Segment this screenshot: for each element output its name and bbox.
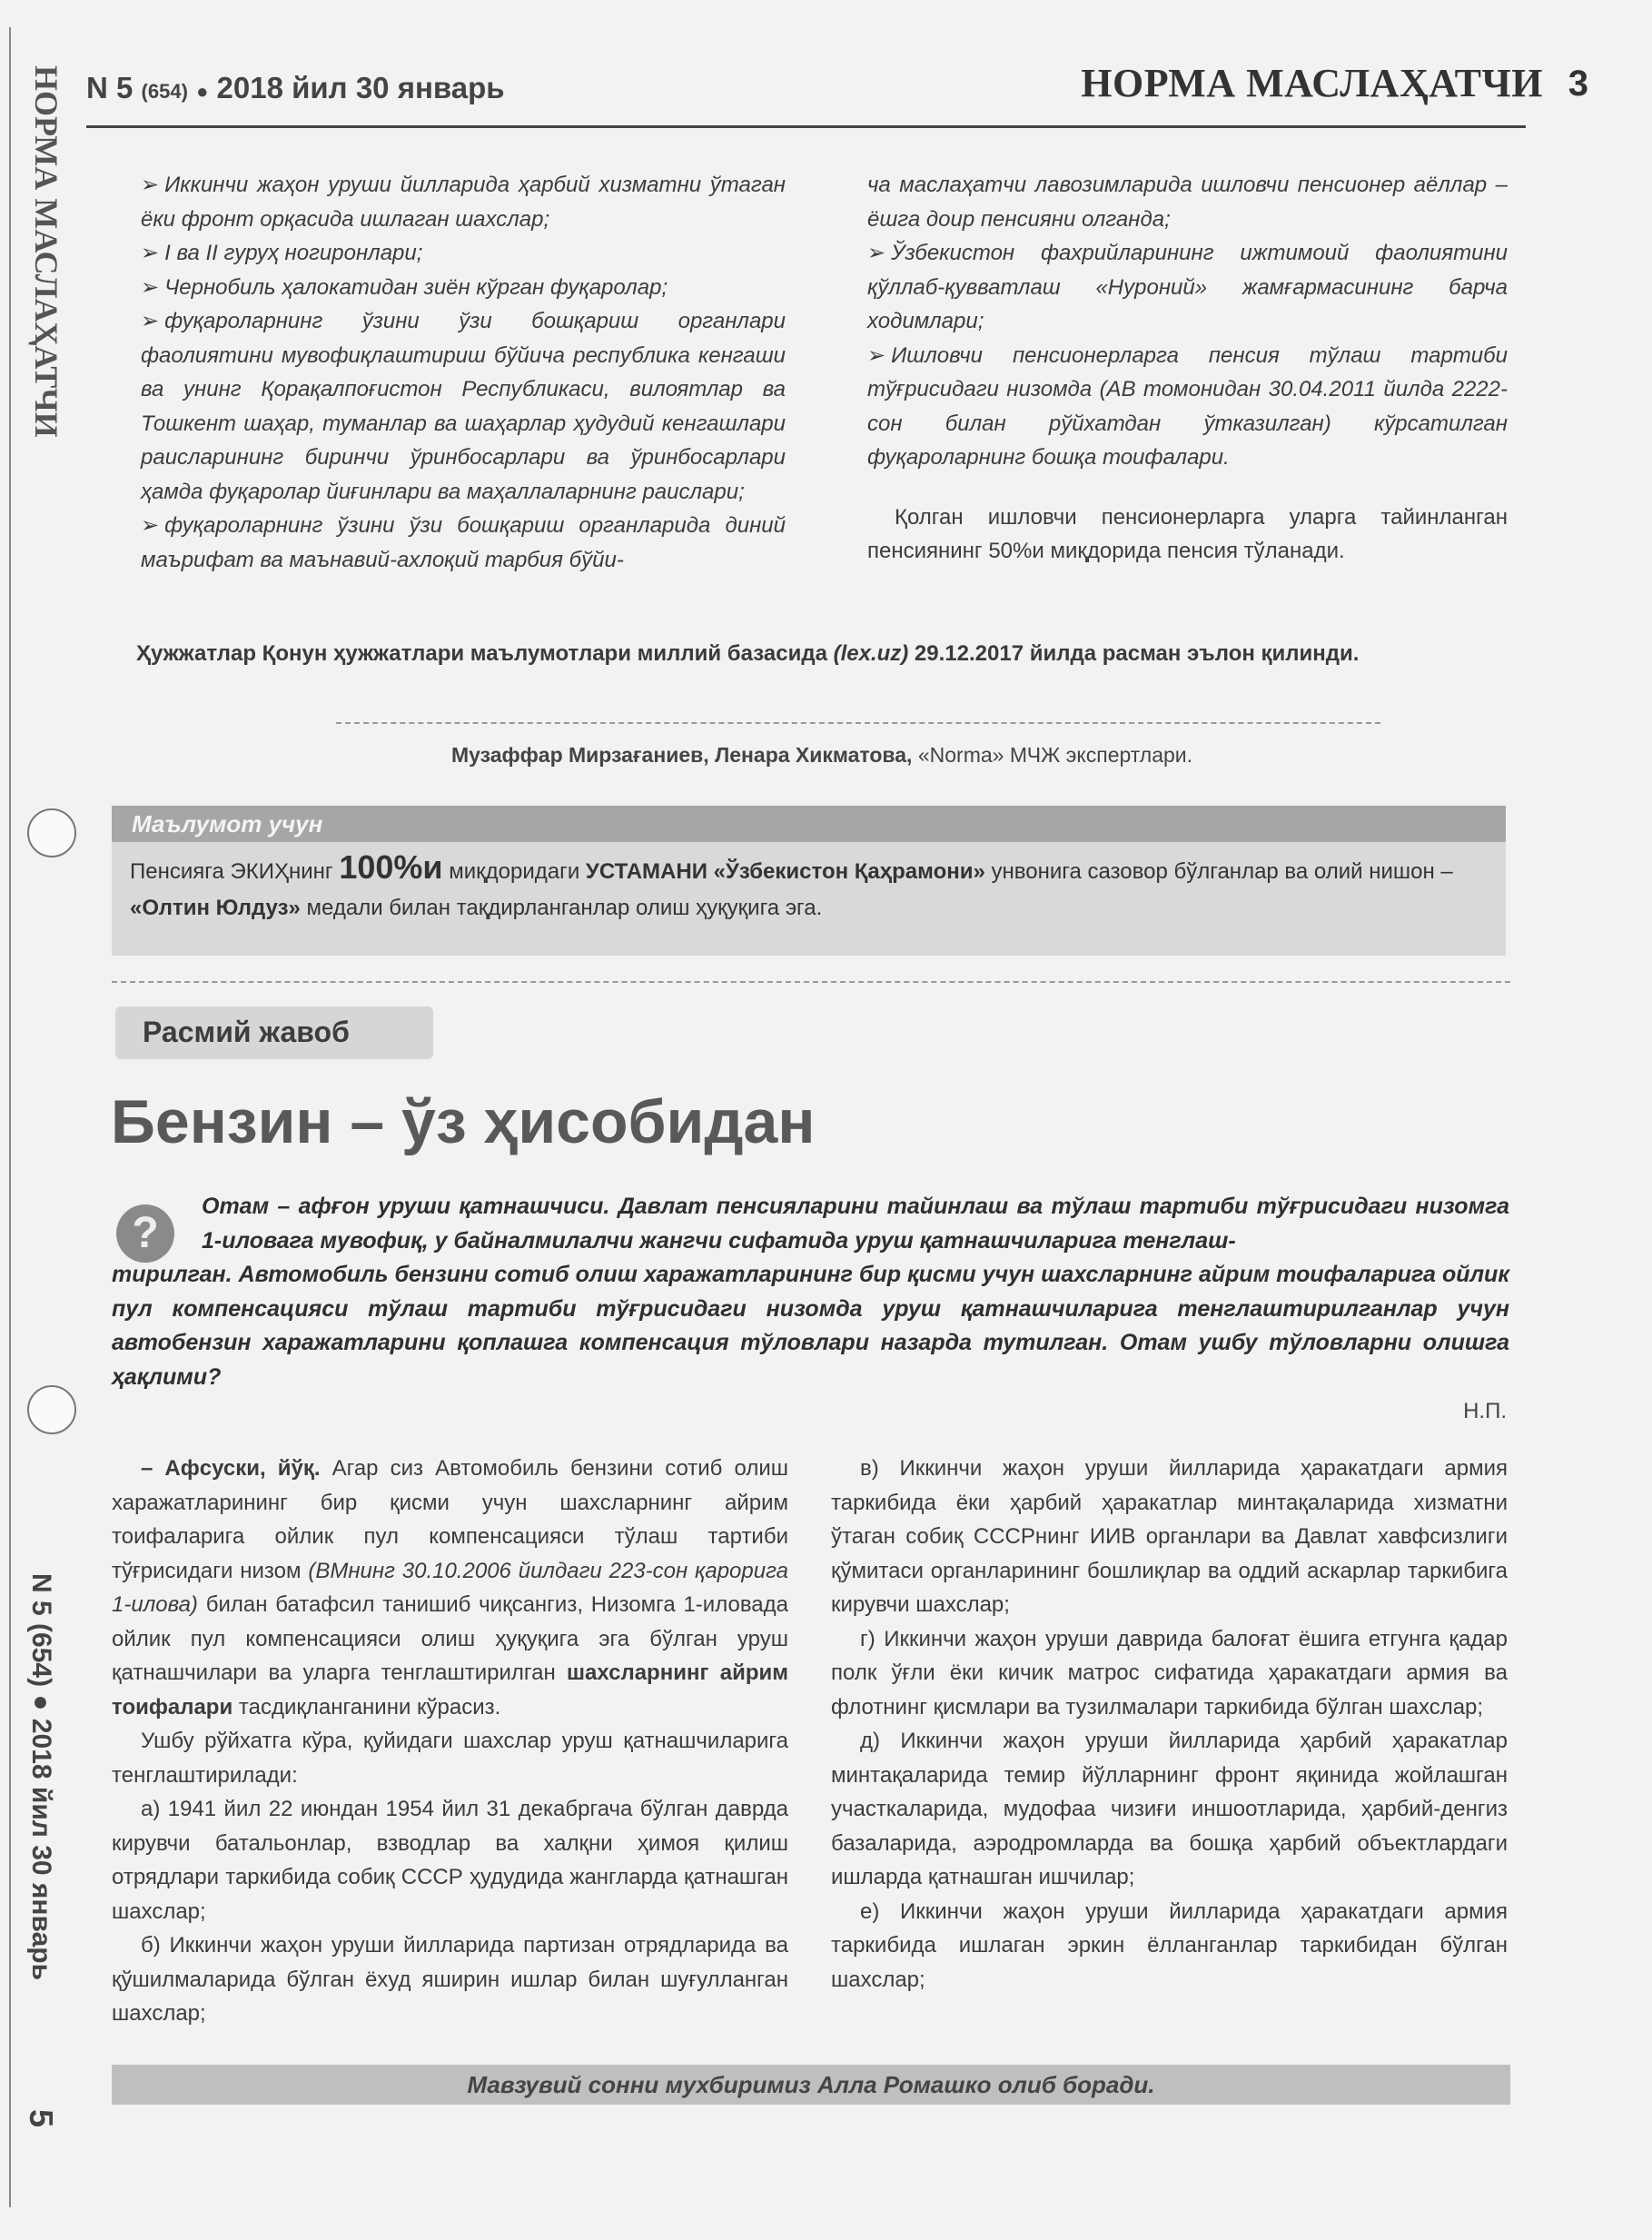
arrow-bullet-icon: ➢ <box>141 513 160 538</box>
answer-paragraph: Ушбу рўйхатга кўра, қуйидаги шахслар уруш қатнашчиларига тенглаштирилади: <box>112 1729 788 1788</box>
authors-divider <box>336 722 1380 724</box>
top-right-column <box>867 168 1508 569</box>
info-box <box>112 806 1506 956</box>
info-box-title: Маълумот учун <box>132 810 323 838</box>
margin-issue-date: N 5 (654) ● 2018 йил 30 январь <box>26 1573 56 1981</box>
author-names: Музаффар Мирзағаниев, Ленара Хикматова, <box>450 743 913 767</box>
list-item: ➢ Чернобиль ҳалокатидан зиён кўрган фуқаролар; <box>141 274 668 300</box>
info-box-text: Пенсияга ЭКИҲнинг 100%и миқдоридаги УСТАМАНИ «Ўзбекистон Қаҳрамони» унвонига сазовор бўлганлар ва олий нишон – «Олтин Юлдуз» медали билан тақдирланганлар олиш ҳуқуқига эга. <box>130 848 1453 920</box>
editor-note-bar <box>112 2065 1510 2105</box>
percent-value: 100%и <box>339 848 443 886</box>
answer-item-g: г) Иккинчи жаҳон уруши даврида балоғат ёшига етгунга қадар полк ўғли ёки кичик матрос сифатида ҳаракатдаги армия ва флотнинг қисмлари ва тузилмалари таркибида бўлган шахслар; <box>831 1626 1508 1720</box>
question-mark-icon: ? <box>116 1204 174 1263</box>
issue-number: N 5 <box>86 71 134 104</box>
info-box-header <box>112 806 1506 842</box>
list-item: ➢ I ва II гуруҳ ногиронлари; <box>141 241 423 265</box>
issue-count: (654) <box>141 80 188 103</box>
answer-item-e: е) Иккинчи жаҳон уруши йилларида ҳаракатдаги армия таркибида ишлаган эркин ёлланганлар таркибидан бўлган шахслар; <box>831 1898 1508 1992</box>
answer-paragraph: – Афсуски, йўқ. Агар сиз Автомобиль бензини сотиб олиш харажатларининг бир қисми учун шахсларнинг айрим тоифаларига ойлик пул компенсацияси тўлаш тартиби тўғрисидаги низом (ВМнинг 30.10.2006 йилдаги 223-сон қарорига 1-илова) билан батафсил танишиб чиқсангиз, Низомга 1-иловада ойлик пул компенсацияси олиш ҳуқуқига эга бўлган уруш қатнашчилари ва уларга тенглаштирилган шахсларнинг айрим тоифалари тасдиқланганини кўрасиз. <box>112 1456 789 1720</box>
source-site: (lex.uz) <box>833 641 909 666</box>
article-headline: Бензин – ўз ҳисобидан <box>111 1087 816 1156</box>
list-item: ➢ фуқароларнинг ўзини ўзи бошқариш органлари фаолиятини мувофиқлаштириш бўйича республика кенгаши ва унинг Қорақалпоғистон Республикаси, вилоятлар ва Тошкент шаҳар, туманлар ва шаҳарлар ҳудудий кенгашлари раисларининг биринчи ўринбосарлари ва ўринбосарлари ҳамда фуқаролар йиғинлари ва маҳаллаларнинг раислари; <box>141 309 786 504</box>
reader-question-cont: тирилган. Автомобиль бензини сотиб олиш харажатларининг бир қисми учун шахсларнинг айрим тоифаларига ойлик пул компенсацияси тўлаш тартиби тўғрисидаги низомда уруш қатнашчиларига тенглаштирилганлар учун автобензин харажатларини қоплашга компенсация тўловлари назарда тутилган. Отам ушбу тўловларни олишга ҳақлими? <box>112 1262 1509 1390</box>
answer-left-column <box>112 1452 788 2031</box>
arrow-bullet-icon: ➢ <box>141 309 160 333</box>
arrow-bullet-icon: ➢ <box>141 173 160 197</box>
issue-header <box>86 71 505 105</box>
answer-right-column <box>831 1452 1508 1997</box>
list-item: ➢ Ўзбекистон фахрийларининг ижтимоий фаолиятини қўллаб-қувватлаш «Нуроний» жамғармасининг барча ходимлари; <box>867 241 1508 333</box>
arrow-bullet-icon: ➢ <box>867 342 886 368</box>
authors-line <box>136 743 1508 768</box>
arrow-bullet-icon: ➢ <box>867 241 886 265</box>
binder-hole-top <box>27 808 76 857</box>
section-divider <box>112 981 1510 983</box>
margin-line <box>9 27 11 2207</box>
header-bullet: ● <box>196 80 209 103</box>
author-org: «Norma» МЧЖ экспертлари. <box>912 743 1193 767</box>
remaining-pensioners-para: Қолган ишловчи пенсионерларга уларга тайинланган пенсиянинг 50%и миқдорида пенсия тўланади. <box>867 504 1508 563</box>
section-tag: Расмий жавоб <box>115 1006 433 1059</box>
source-note: Ҳужжатлар Қонун ҳужжатлари маълумотлари миллий базасида (lex.uz) 29.12.2017 йилда расман эълон қилинди. <box>136 641 1360 666</box>
binder-hole-bottom <box>27 1385 76 1434</box>
list-item: ➢ Иккинчи жаҳон уруши йилларида ҳарбий хизматни ўтаган ёки фронт орқасида ишлаган шахслар; <box>141 173 786 232</box>
arrow-bullet-icon: ➢ <box>141 241 160 265</box>
list-item: ➢ фуқароларнинг ўзини ўзи бошқариш органларида диний маърифат ва маънавий-ахлоқий тарбия бўйи- <box>141 513 786 572</box>
margin-page-number: 5 <box>23 2109 60 2128</box>
issue-date: 2018 йил 30 январь <box>216 71 505 104</box>
page-number: 3 <box>1568 64 1588 104</box>
editor-note: Мавзувий сонни мухбиримиз Алла Ромашко олиб боради. <box>467 2071 1155 2098</box>
answer-item-a: а) 1941 йил 22 июндан 1954 йил 31 декабргача бўлган даврда кирувчи батальонлар, взводлар ва халқни ҳимоя қилиш отрядлари таркибида собиқ СССР ҳудудида жангларда қатнашган шахслар; <box>112 1797 788 1924</box>
answer-item-b: б) Иккинчи жаҳон уруши йилларида партизан отрядларида ва қўшилмаларида бўлган ёхуд яширин ишлар билан шуғулланган шахслар; <box>112 1933 788 2026</box>
list-item: ча маслаҳатчи лавозимларида ишловчи пенсионер аёллар – ёшга доир пенсияни олганда; <box>867 173 1508 232</box>
top-left-column <box>141 168 786 577</box>
margin-masthead: НОРМА МАСЛАҲАТЧИ <box>28 65 64 438</box>
header-rule <box>86 125 1526 128</box>
answer-item-d: д) Иккинчи жаҳон уруши йилларида ҳарбий ҳаракатлар минтақаларида темир йўлларнинг фронт яқинида жойлашган участкаларида, мудофаа чизиғи иншоотларида, ҳарбий-денгиз базаларида, аэродромларда ва бошқа ҳарбий объектлардаги ишларда қатнашган ишчилар; <box>831 1729 1508 1889</box>
reader-question: Отам – афғон уруши қатнашчиси. Давлат пенсияларини тайинлаш ва тўлаш тартиби тўғрисидаги низомга 1-иловага мувофиқ, у байналмилалчи жангчи сифатида уруш қатнашчиларига тенглаш- <box>202 1194 1509 1254</box>
masthead: НОРМА МАСЛАҲАТЧИ <box>1081 61 1543 105</box>
question-signature: Н.П. <box>1463 1399 1507 1423</box>
answer-item-v: в) Иккинчи жаҳон уруши йилларида ҳаракатдаги армия таркибида ёки ҳарбий ҳаракатлар минтақаларида хизматни ўтаган собиқ СССРнинг ИИВ органлари ва Давлат хавфсизлиги қўмитаси органларининг бошлиқлар ва оддий аскарлар таркибига кирувчи шахслар; <box>831 1456 1508 1617</box>
list-item: ➢ Ишловчи пенсионерларга пенсия тўлаш тартиби тўғрисидаги низомда (АВ томонидан 30.04.2011 йилда 2222-сон билан рўйхатдан ўтказилган) кўрсатилган фуқароларнинг бошқа тоифалари. <box>867 342 1508 470</box>
arrow-bullet-icon: ➢ <box>141 274 160 300</box>
